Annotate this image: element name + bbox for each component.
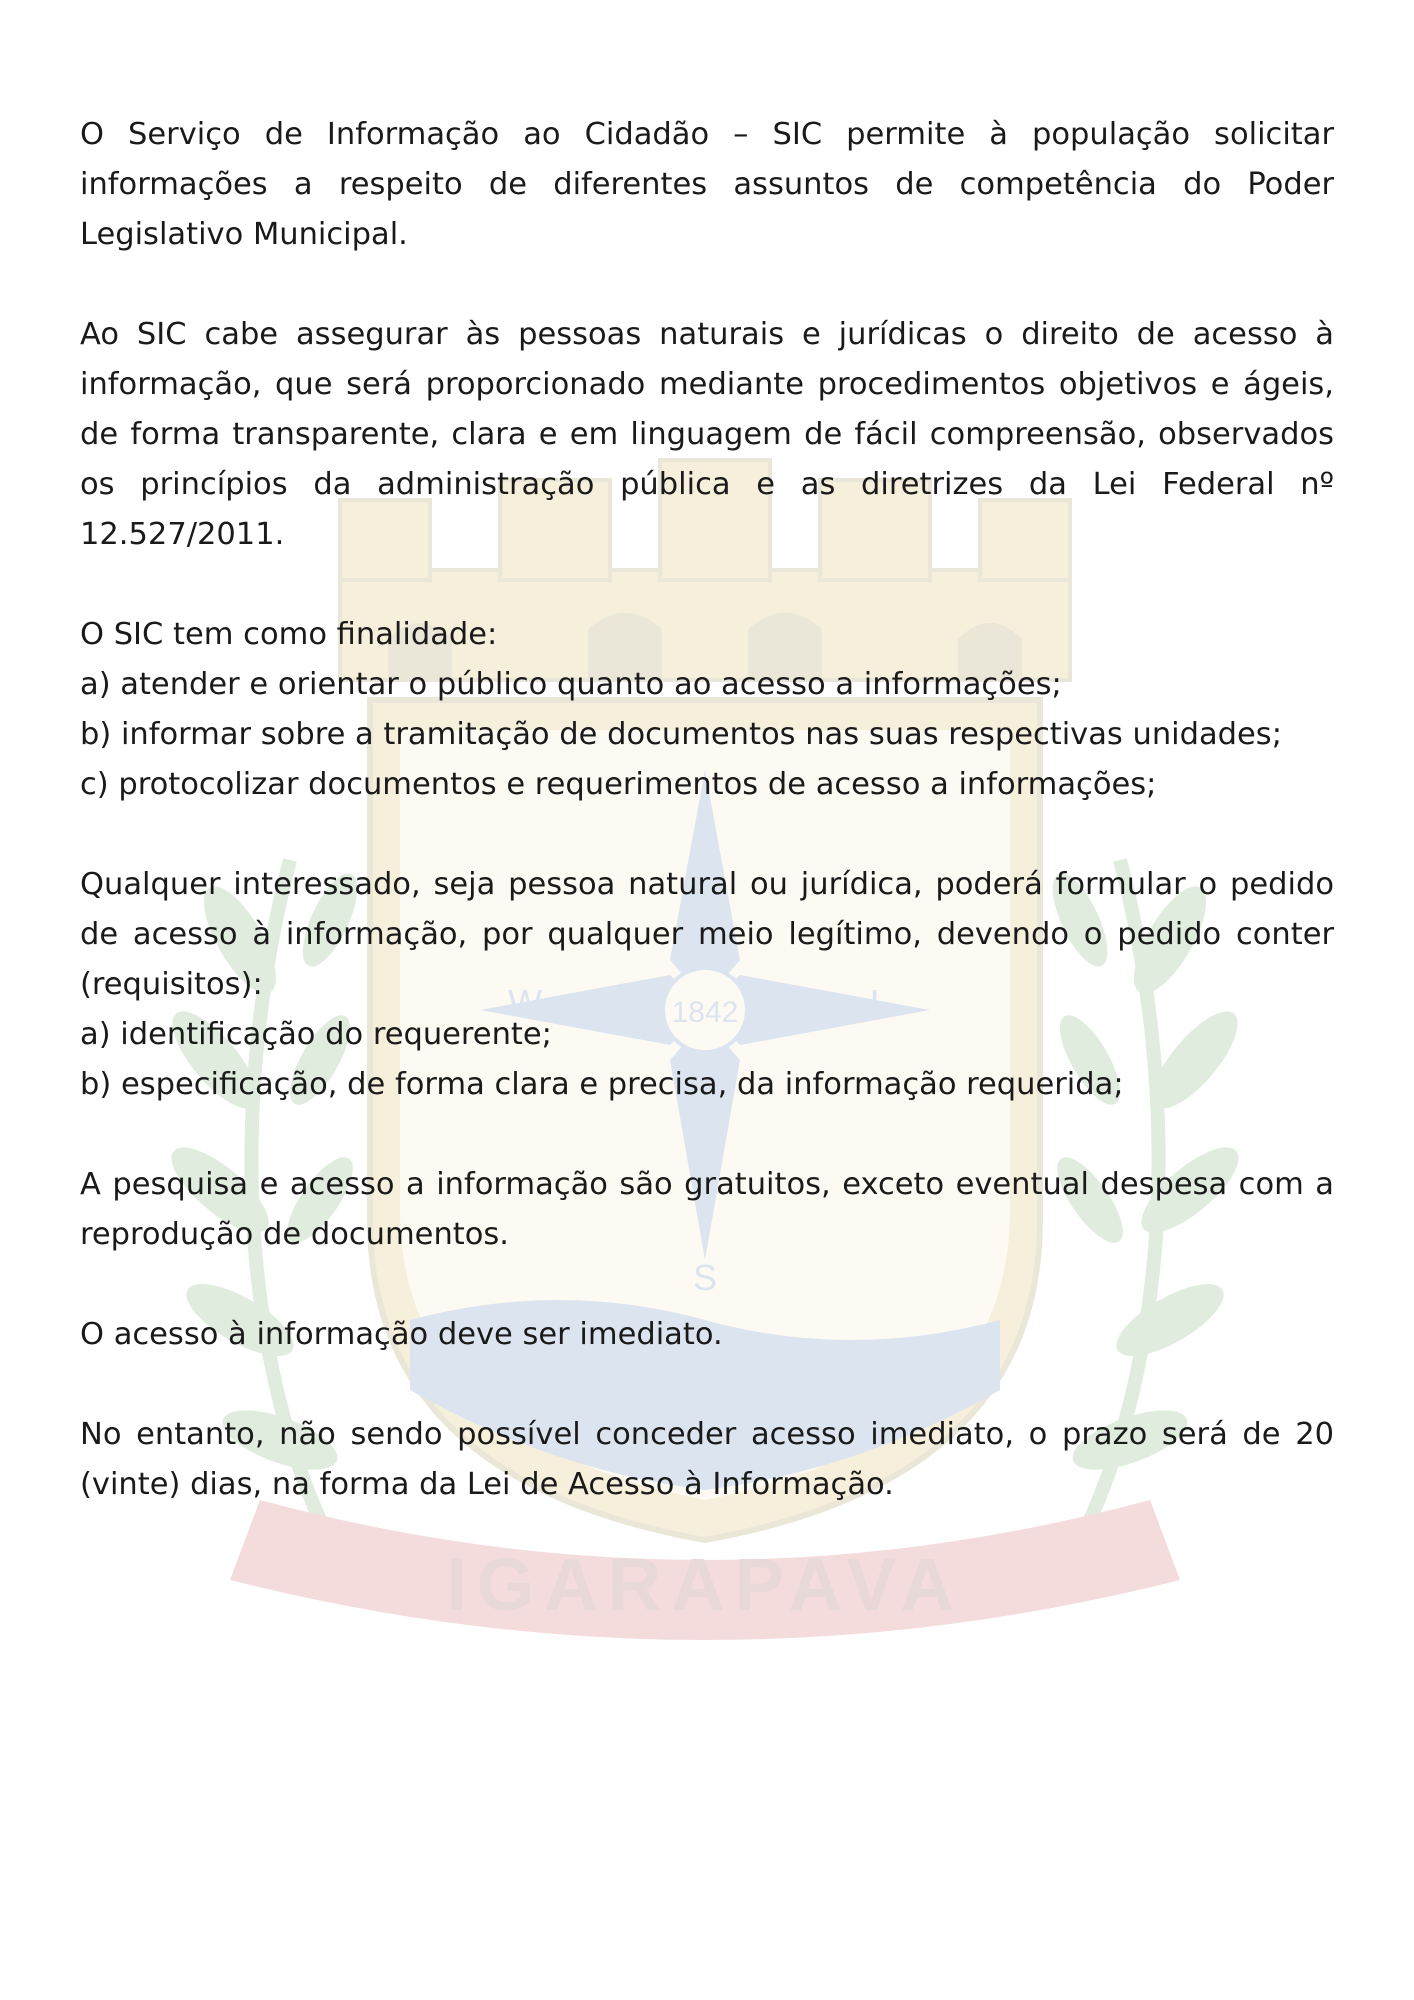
paragraph-free-access [80,1160,1334,1260]
paragraph-assurance [80,310,1334,560]
list-item: c) protocolizar documentos e requerimentos de acesso a informações; [80,767,1157,802]
list-item: b) especificação, de forma clara e precisa, da informação requerida; [80,1067,1124,1102]
paragraph-immediate [80,1310,1334,1360]
paragraph-deadline [80,1410,1334,1510]
list-item: b) informar sobre a tramitação de documentos nas suas respectivas unidades; [80,717,1282,752]
document-body [80,110,1334,1560]
paragraph-purpose [80,610,1334,810]
compass-l: L [869,982,891,1023]
list-item: a) atender e orientar o público quanto ao acesso a informações; [80,667,1062,702]
compass-s: S [692,1257,718,1298]
compass-w: W [508,982,542,1023]
paragraph-text: No entanto, não sendo possível conceder acesso imediato, o prazo será de 20 (vinte) dias, na forma da Lei de Acesso à Informação. [80,1417,1334,1502]
paragraph-text: Ao SIC cabe assegurar às pessoas naturais e jurídicas o direito de acesso à informação, que será proporcionado mediante procedimentos objetivos e ágeis, de forma transparente, clara e em linguagem de fácil compreensão, observados os princípios da administração pública e as diretrizes da Lei Federal nº 12.527/2011. [80,317,1334,552]
compass-year: 1842 [671,996,739,1029]
paragraph-text: O Serviço de Informação ao Cidadão – SIC permite à população solicitar informações a respeito de diferentes assuntos de competência do Poder Legislativo Municipal. [80,117,1334,252]
banner-text: IGARAPAVA [446,1543,964,1626]
requirements-intro: Qualquer interessado, seja pessoa natural ou jurídica, poderá formular o pedido de acesso à informação, por qualquer meio legítimo, devendo o pedido conter (requisitos): [80,867,1334,1002]
list-item: a) identificação do requerente; [80,1017,552,1052]
paragraph-intro [80,110,1334,260]
paragraph-requirements [80,860,1334,1110]
purpose-intro: O SIC tem como finalidade: [80,617,498,652]
paragraph-text: A pesquisa e acesso a informação são gratuitos, exceto eventual despesa com a reprodução de documentos. [80,1167,1334,1252]
paragraph-text: O acesso à informação deve ser imediato. [80,1317,723,1352]
